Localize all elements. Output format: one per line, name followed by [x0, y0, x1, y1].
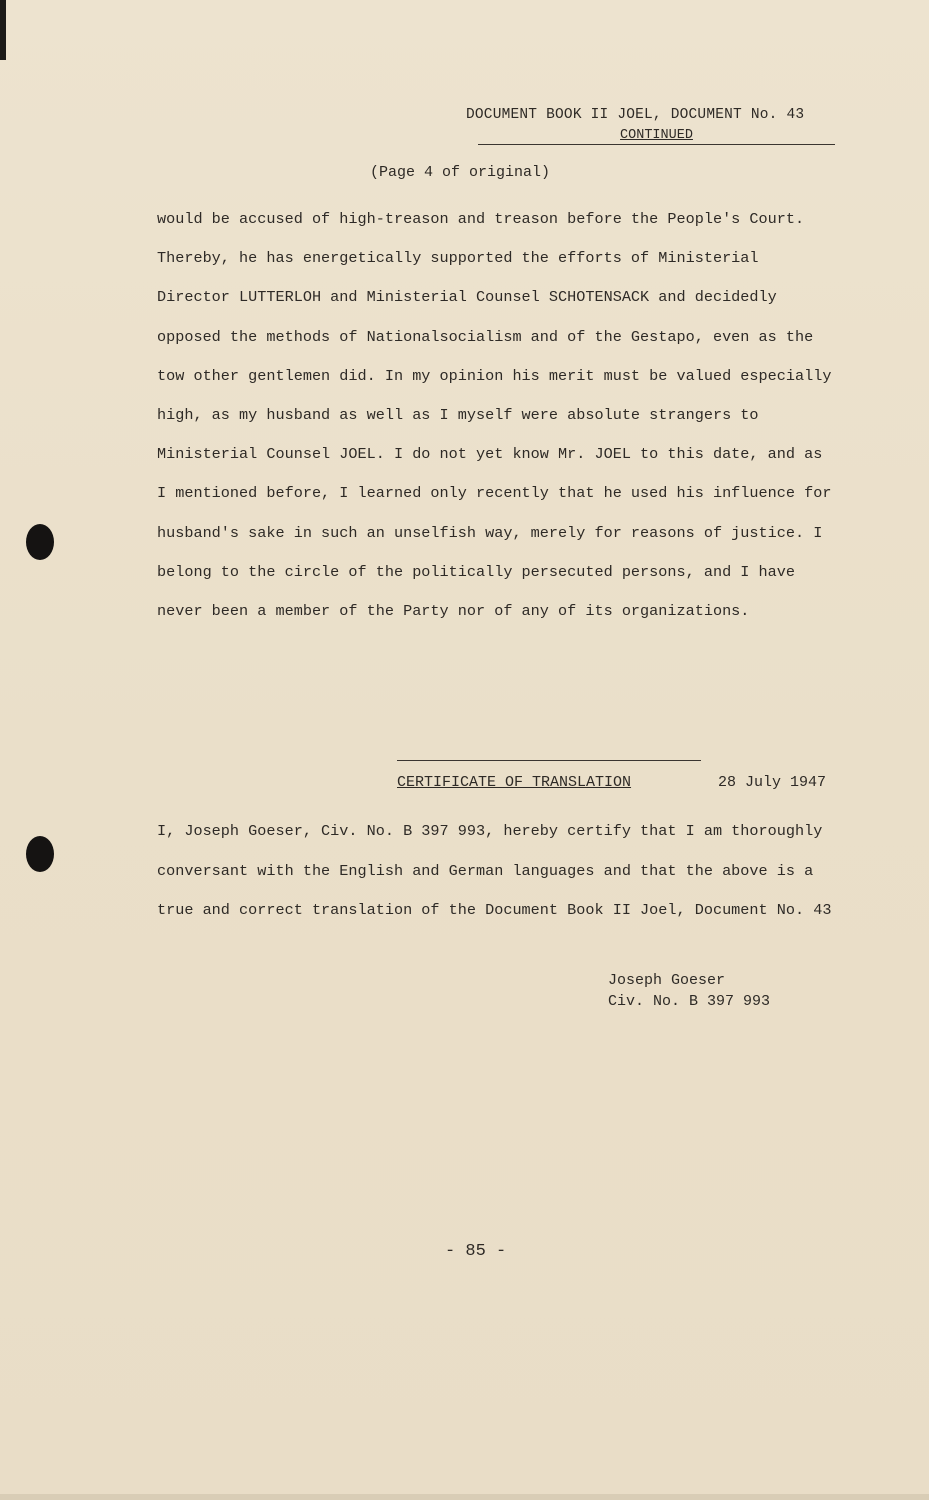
body-line: belong to the circle of the politically persecuted persons, and I have [157, 562, 795, 581]
signature-civ-number: Civ. No. B 397 993 [608, 993, 771, 1010]
body-line: never been a member of the Party nor of any of its organizations. [157, 601, 750, 620]
body-line: opposed the methods of Nationalsocialism and of the Gestapo, even as the [157, 327, 814, 346]
continued-label: CONTINUED [478, 128, 835, 145]
page-bottom-edge [0, 1494, 929, 1500]
certificate-line: true and correct translation of the Document Book II Joel, Document No. 43 [157, 901, 832, 919]
certificate-rule [397, 760, 701, 761]
body-line: would be accused of high-treason and treason before the People's Court. [157, 210, 805, 228]
page-number: - 85 - [445, 1242, 507, 1261]
certificate-line: I, Joseph Goeser, Civ. No. B 397 993, hereby certify that I am thoroughly [157, 822, 823, 840]
punch-hole-icon [26, 836, 54, 872]
body-line: I mentioned before, I learned only recently that he used his influence for [157, 484, 832, 503]
certificate-date: 28 July 1947 [718, 774, 827, 791]
body-line: Director LUTTERLOH and Ministerial Counsel SCHOTENSACK and decidedly [157, 288, 777, 307]
certificate-title: CERTIFICATE OF TRANSLATION [397, 774, 632, 791]
body-line: high, as my husband as well as I myself were absolute strangers to [157, 405, 759, 424]
document-reference: DOCUMENT BOOK II JOEL, DOCUMENT No. 43 [466, 107, 805, 123]
signature-block [608, 970, 770, 1012]
signature-name: Joseph Goeser [608, 972, 726, 989]
punch-hole-icon [26, 524, 54, 560]
certificate-paragraph [157, 812, 877, 931]
certificate-line: conversant with the English and German languages and that the above is a [157, 861, 814, 880]
body-line: Thereby, he has energetically supported the efforts of Ministerial [157, 249, 759, 268]
page-of-original: (Page 4 of original) [370, 164, 551, 181]
body-line: tow other gentlemen did. In my opinion his merit must be valued especially [157, 366, 832, 385]
body-paragraph [157, 200, 877, 631]
page-edge-shadow [0, 0, 6, 60]
body-line: Ministerial Counsel JOEL. I do not yet know Mr. JOEL to this date, and as [157, 445, 823, 464]
body-line: husband's sake in such an unselfish way, merely for reasons of justice. I [157, 523, 823, 542]
